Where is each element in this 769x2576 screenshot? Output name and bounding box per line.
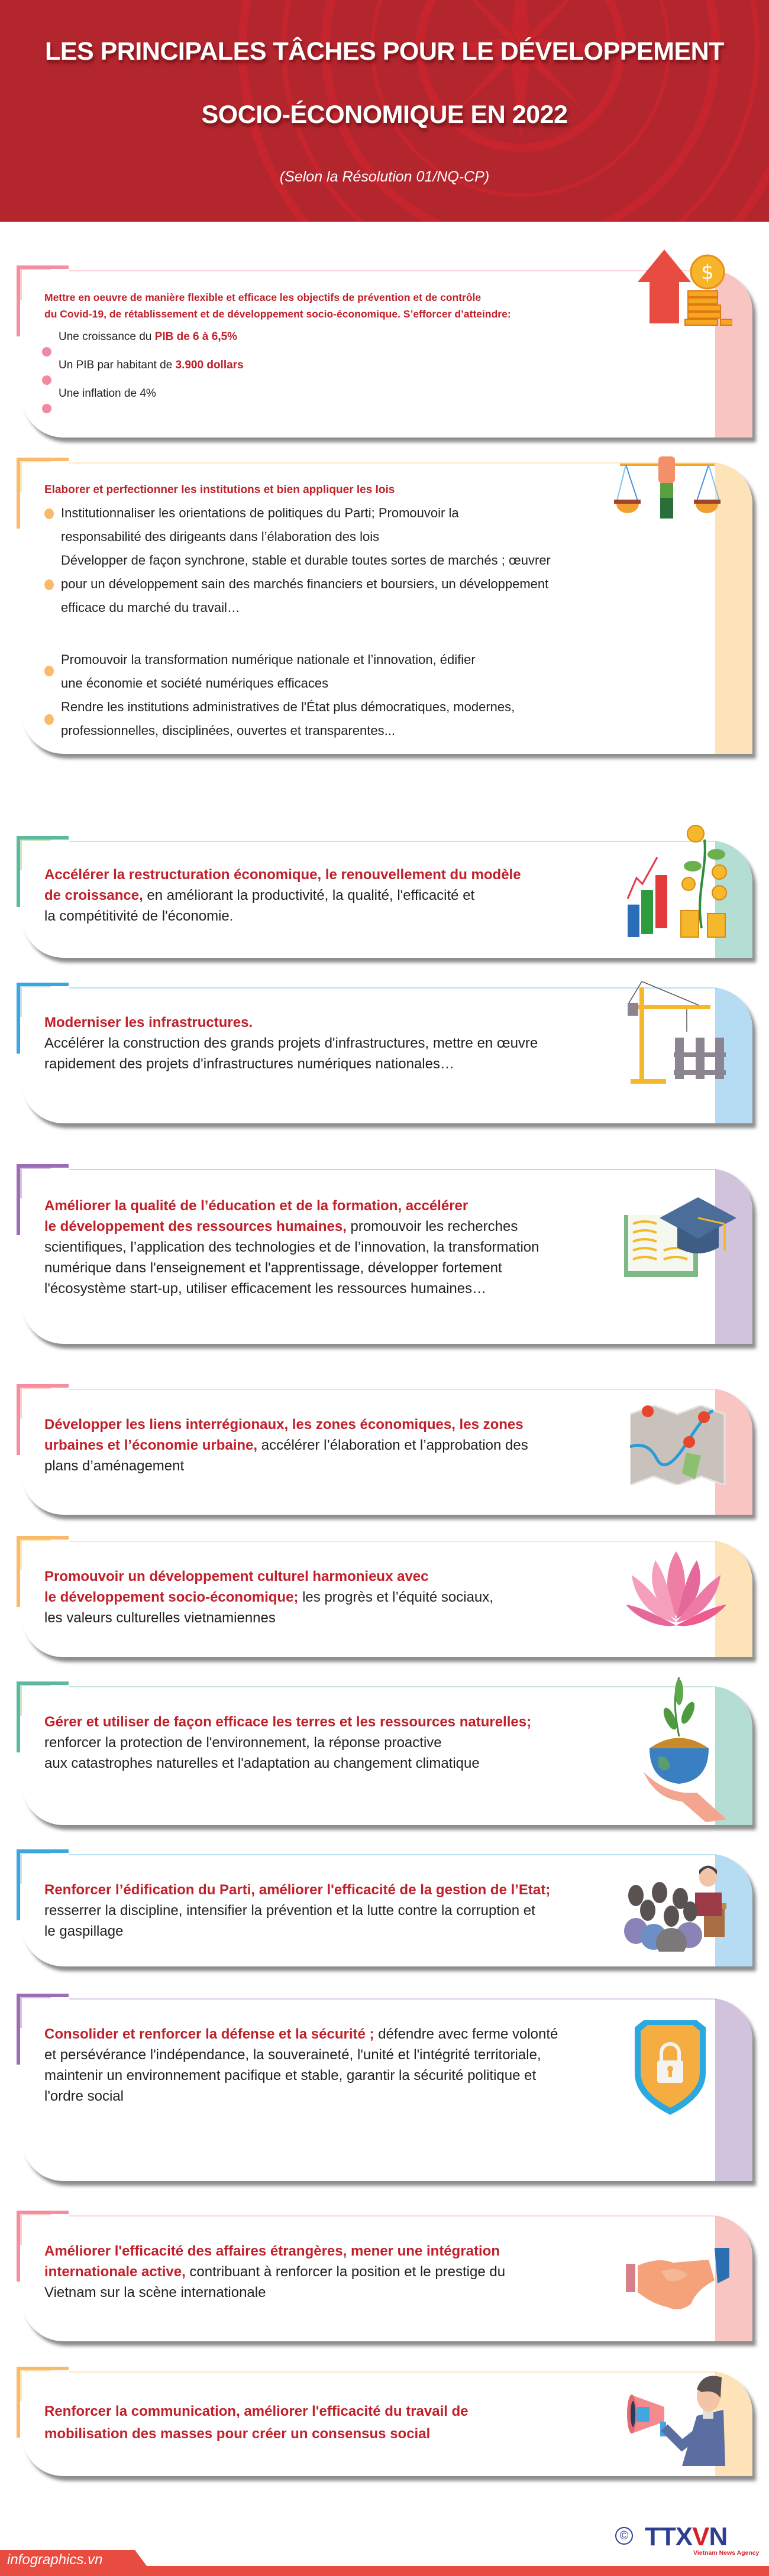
card-content (44, 289, 511, 416)
ttxvn-logo (615, 2523, 763, 2559)
task-card-covid-economy (17, 261, 752, 438)
construction-crane-icon (628, 981, 731, 1085)
task-card-natural-resources (17, 1686, 752, 1825)
card-heading: Gérer et utiliser de façon efficace les terres et les ressources naturelles; (44, 1714, 532, 1730)
site-link[interactable]: infographics.vn (7, 2552, 103, 2568)
card-description: promouvoir les recherches (346, 1219, 518, 1234)
card-top-line (69, 841, 717, 842)
graduation-cap-book-icon (621, 1197, 736, 1280)
card-description: maintenir un environnement pacifique et stable, garantir la sécurité politique et (44, 2068, 537, 2084)
list-item: Une croissance du PIB de 6 à 6,5% (42, 330, 511, 359)
scales-of-justice-icon (614, 456, 720, 519)
task-card-party-building (17, 1854, 752, 1966)
growth-arrow-coins-icon (632, 250, 732, 326)
card-description: les progrès et l’équité sociaux, (298, 1589, 493, 1605)
page-title-line-2: SOCIO-ÉCONOMIQUE EN 2022 (201, 101, 568, 129)
card-description: Vietnam sur la scène internationale (44, 2285, 266, 2300)
shield-padlock-icon (629, 2020, 712, 2115)
bullet-dot-icon (44, 579, 54, 590)
card-description: les valeurs culturelles vietnamiennes (44, 1610, 276, 1626)
card-description: scientifiques, l’application des technologies et de l’innovation, la transformation (44, 1239, 539, 1255)
card-heading-cont: internationale active, (44, 2264, 186, 2280)
task-card-education (17, 1169, 752, 1344)
card-side-stripe (715, 1998, 752, 2181)
card-description: contribuant à renforcer la position et le prestige du (185, 2264, 506, 2280)
bullet-dot-icon (42, 375, 51, 385)
man-with-megaphone-icon (626, 2374, 729, 2466)
card-description: Accélérer la construction des grands projets d'infrastructures, mettre en œuvre (44, 1035, 538, 1051)
card-heading: Promouvoir un développement culturel harmonieux avec (44, 1569, 429, 1585)
card-top-line (69, 1854, 717, 1855)
agency-name: Vietnam News Agency (693, 2549, 760, 2556)
card-description: accélérer l’élaboration et l’approbation des (257, 1437, 528, 1453)
card-heading: Moderniser les infrastructures. (44, 1015, 253, 1031)
task-card-regional-links (17, 1389, 752, 1515)
lotus-flower-icon (623, 1551, 729, 1634)
task-card-institutions (17, 462, 752, 754)
bullet-dot-icon (42, 347, 51, 357)
highlight-value: 3.900 dollars (175, 359, 244, 371)
card-top-line (69, 1169, 717, 1170)
bullet-dot-icon (42, 404, 51, 413)
card-top-line (69, 2215, 717, 2217)
card-heading: Développer les liens interrégionaux, les zones économiques, les zones (44, 1417, 524, 1433)
card-heading-cont: le développement socio-économique; (44, 1589, 299, 1605)
card-content (44, 484, 725, 743)
card-top-line (69, 1998, 717, 2000)
card-heading: Accélérer la restructuration économique, le renouvellement du modèle (44, 867, 521, 883)
list-item: Institutionnaliser les orientations de politiques du Parti; Promouvoir la responsabilité des dirigeants dans l’élaboration des lois (44, 501, 725, 549)
header-banner (0, 0, 769, 222)
list-item: Rendre les institutions administratives de l'État plus démocratiques, modernes, professionnelles, disciplinées, ouvertes et transparentes... (44, 695, 725, 743)
hand-holding-earth-plant-icon (632, 1677, 729, 1822)
card-content (44, 2024, 558, 2107)
card-top-line (69, 1541, 717, 1542)
handshake-icon (626, 2248, 729, 2313)
card-description: aux catastrophes naturelles et l'adaptation au changement climatique (44, 1755, 480, 1771)
card-top-line (69, 987, 717, 989)
card-top-line (69, 1686, 717, 1687)
card-heading: Améliorer la qualité de l’éducation et de la formation, accélérer (44, 1198, 468, 1214)
card-content (44, 1012, 538, 1074)
card-description: resserrer la discipline, intensifier la prévention et la lutte contre la corruption et (44, 1903, 535, 1919)
card-description: l'ordre social (44, 2088, 124, 2104)
city-map-pins-icon (630, 1405, 728, 1485)
logo-wordmark: TTXVN (645, 2522, 728, 2551)
task-card-foreign-affairs (17, 2215, 752, 2341)
growth-chart-money-plant-icon (625, 822, 731, 940)
list-item: Une inflation de 4% (42, 387, 511, 416)
card-description: renforcer la protection de l'environnement, la réponse proactive (44, 1735, 442, 1751)
card-heading-cont: mobilisation des masses pour créer un consensus social (44, 2426, 431, 2442)
svg-text:$: $ (701, 261, 714, 284)
task-card-restructuring (17, 841, 752, 958)
bullet-dot-icon (44, 508, 54, 519)
card-description: le gaspillage (44, 1923, 124, 1939)
card-heading-cont: de croissance, (44, 887, 143, 903)
list-item: Développer de façon synchrone, stable et durable toutes sortes de marchés ; œuvrer pour un développement sain des marchés financiers et boursiers, un développement efficace du marché du travail… (44, 549, 725, 620)
card-content (44, 1414, 528, 1476)
bullet-dot-icon (44, 666, 54, 676)
card-content (44, 864, 521, 926)
bullet-dot-icon (44, 714, 54, 725)
highlight-value: PIB de 6 à 6,5% (154, 330, 238, 343)
card-content (44, 2241, 505, 2303)
card-description: défendre avec ferme volonté (374, 2026, 558, 2042)
card-description: numérique dans l'enseignement et l'apprentissage, développer fortement (44, 1260, 502, 1276)
card-description: plans d’aménagement (44, 1458, 185, 1474)
card-heading-cont: le développement des ressources humaines, (44, 1219, 347, 1234)
card-heading: Consolider et renforcer la défense et la sécurité ; (44, 2026, 374, 2042)
card-heading: Renforcer l’édification du Parti, améliorer l'efficacité de la gestion de l’Etat; (44, 1882, 551, 1898)
card-description: en améliorant la productivité, la qualité, l'efficacité et (143, 887, 475, 903)
card-heading: Renforcer la communication, améliorer l'efficacité du travail de (44, 2403, 468, 2419)
card-lead: Elaborer et perfectionner les institutions et bien appliquer les lois (44, 484, 395, 496)
card-description: l'écosystème start-up, utiliser efficacement les ressources humaines… (44, 1281, 487, 1297)
list-item: Promouvoir la transformation numérique nationale et l’innovation, édifier une économie et société numériques efficaces (44, 648, 725, 695)
card-content (44, 1880, 550, 1942)
task-card-communication (17, 2371, 752, 2476)
card-description: rapidement des projets d'infrastructures numériques nationales… (44, 1056, 454, 1072)
card-lead-line-1: Mettre en oeuvre de manière flexible et efficace les objectifs de prévention et de contrôle (44, 291, 482, 303)
task-card-defense-security (17, 1998, 752, 2181)
card-content (44, 1712, 531, 1774)
card-top-line (69, 270, 717, 271)
card-top-line (69, 2371, 717, 2373)
card-description: et persévérance l'indépendance, la souveraineté, l'unité et l'intégrité territoriale, (44, 2047, 541, 2063)
page-title-line-1: LES PRINCIPALES TÂCHES POUR LE DÉVELOPPEMENT (45, 37, 724, 66)
task-card-infrastructure (17, 987, 752, 1123)
card-heading: Améliorer l'efficacité des affaires étrangères, mener une intégration (44, 2243, 500, 2259)
card-heading-cont: urbaines et l’économie urbaine, (44, 1437, 258, 1453)
speaker-audience-icon (624, 1863, 728, 1952)
task-card-culture (17, 1541, 752, 1657)
card-content (44, 1195, 539, 1299)
copyright-icon: © (615, 2527, 633, 2545)
card-lead-line-2: du Covid-19, de rétablissement et de développement socio-économique. S’efforcer d’atteindre: (44, 308, 511, 320)
page-subtitle: (Selon la Résolution 01/NQ-CP) (279, 169, 490, 185)
list-item: Un PIB par habitant de 3.900 dollars (42, 359, 511, 387)
card-content (44, 2401, 468, 2444)
card-description: la compétitivité de l'économie. (44, 908, 234, 924)
card-content (44, 1566, 493, 1628)
card-top-line (69, 1389, 717, 1390)
target-list (42, 330, 511, 416)
institution-list (44, 501, 725, 743)
